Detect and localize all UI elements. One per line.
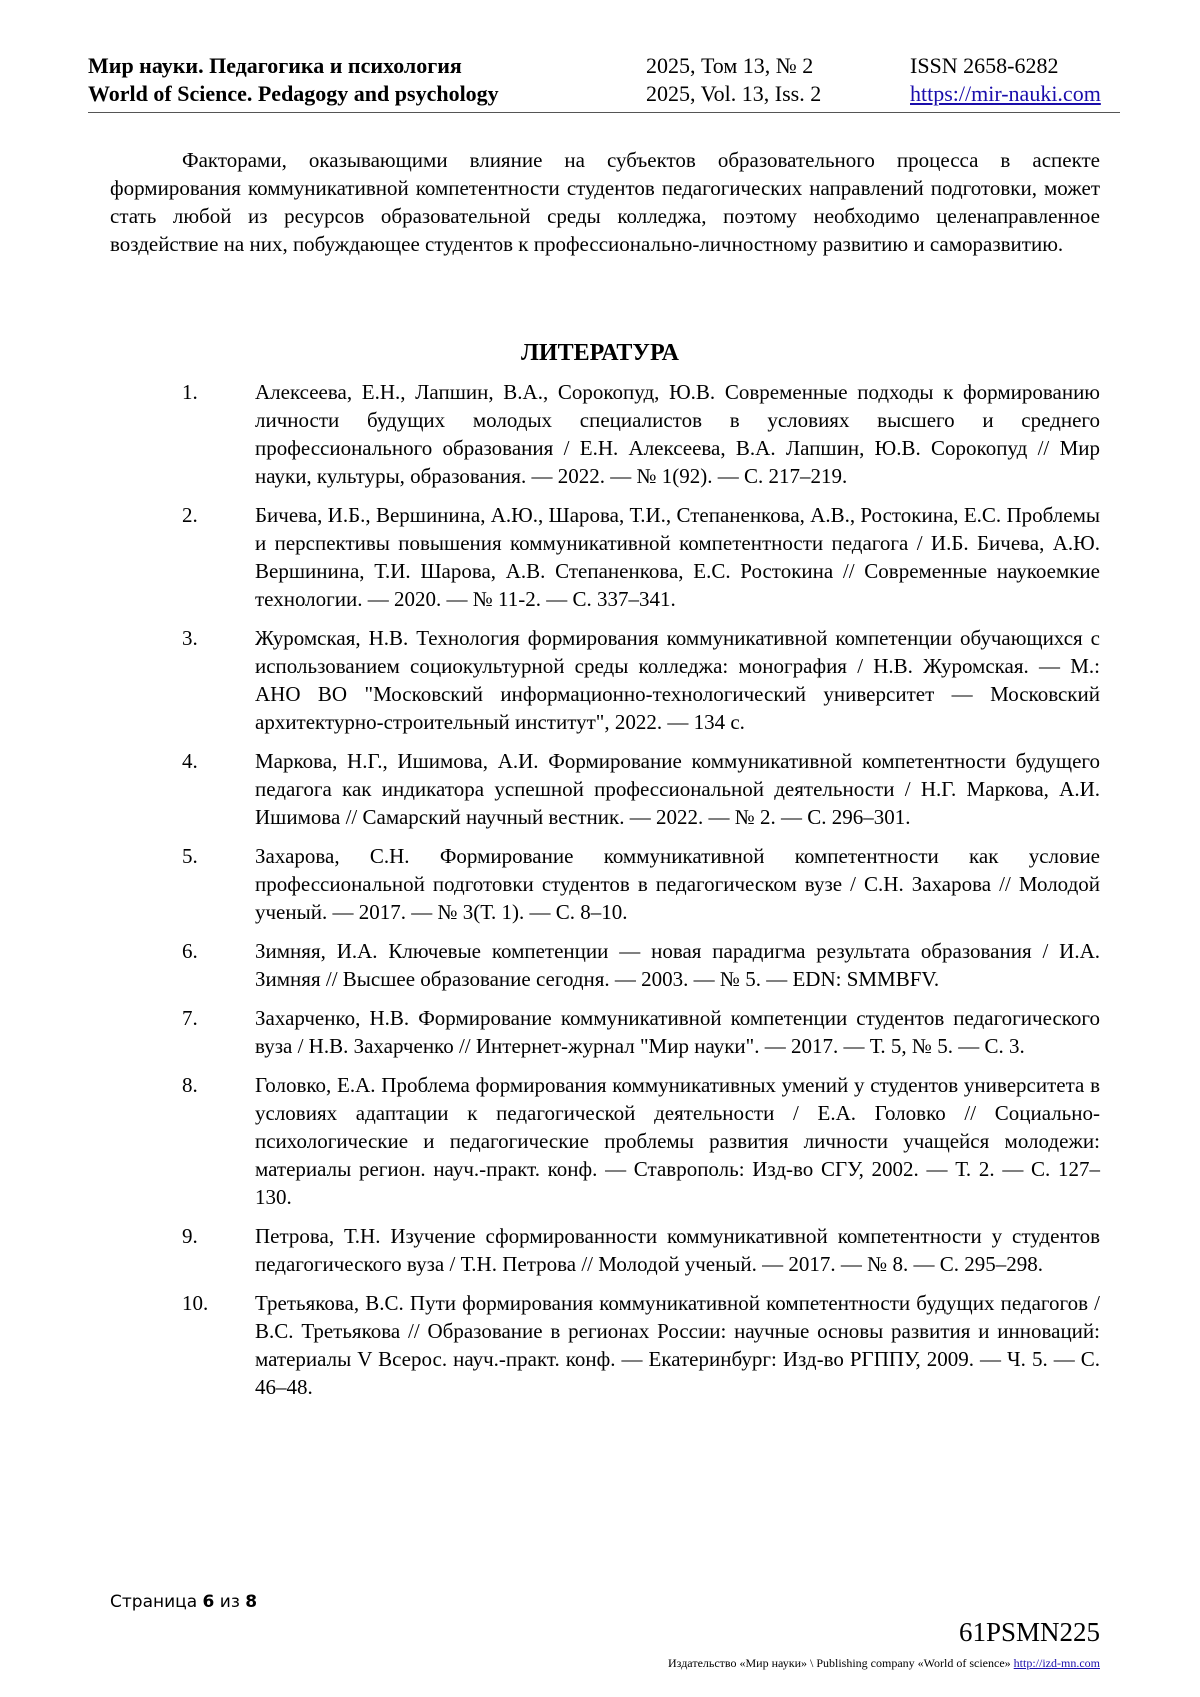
reference-number: 2.: [182, 503, 198, 527]
reference-number: 3.: [182, 626, 198, 650]
reference-number: 1.: [182, 380, 198, 404]
reference-item: [110, 937, 1100, 993]
reference-item: [110, 1071, 1100, 1211]
reference-number: 8.: [182, 1073, 198, 1097]
header-issn: [910, 52, 1101, 108]
reference-number: 5.: [182, 844, 198, 868]
journal-title-ru: Мир науки. Педагогика и психология: [88, 53, 462, 78]
issue-ru: 2025, Том 13, № 2: [646, 53, 814, 78]
journal-title-en: World of Science. Pedagogy and psychology: [88, 81, 499, 106]
reference-item: [110, 624, 1100, 736]
page-header: [88, 52, 1120, 113]
reference-item: [110, 501, 1100, 613]
reference-number: 10.: [182, 1291, 209, 1315]
reference-item: [110, 1222, 1100, 1278]
reference-number: 4.: [182, 749, 198, 773]
issue-en: 2025, Vol. 13, Iss. 2: [646, 81, 822, 106]
reference-text: Маркова, Н.Г., Ишимова, А.И. Формирование коммуникативной компетентности будущего педагога как индикатора успешной профессиональной деятельности / Н.Г. Маркова, А.И. Ишимова // Самарский научный вестник. — 2022. — № 2. — С. 296–301.: [255, 749, 1100, 829]
reference-item: [110, 378, 1100, 490]
literature-heading: ЛИТЕРАТУРА: [521, 340, 679, 366]
reference-number: 9.: [182, 1224, 198, 1248]
page-total: 8: [245, 1592, 258, 1612]
reference-item: [110, 842, 1100, 926]
reference-number: 6.: [182, 939, 198, 963]
publisher-line: [668, 1655, 1100, 1671]
reference-number: 7.: [182, 1006, 198, 1030]
page-of: из: [219, 1592, 240, 1612]
header-journal-title: [88, 52, 499, 108]
reference-text: Захарченко, Н.В. Формирование коммуникативной компетенции студентов педагогического вуза / Н.В. Захарченко // Интернет-журнал "Мир науки". — 2017. — Т. 5, № 5. — С. 3.: [255, 1006, 1100, 1058]
reference-item: [110, 747, 1100, 831]
publisher-name: Издательство «Мир науки» \ Publishing company «World of science»: [668, 1656, 1011, 1670]
journal-site-link[interactable]: https://mir-nauki.com: [910, 81, 1101, 106]
issn: ISSN 2658-6282: [910, 53, 1059, 78]
article-code: 61PSMN225: [958, 1617, 1100, 1647]
page-number: [110, 1592, 257, 1612]
page-current: 6: [202, 1592, 215, 1612]
reference-text: Зимняя, И.А. Ключевые компетенции — новая парадигма результата образования / И.А. Зимняя // Высшее образование сегодня. — 2003. — № 5. — EDN: SMMBFV.: [255, 939, 1100, 991]
reference-item: [110, 1289, 1100, 1401]
reference-list: [110, 378, 1100, 1412]
reference-text: Головко, Е.А. Проблема формирования коммуникативных умений у студентов университета в условиях адаптации к педагогической деятельности / Е.А. Головко // Социально-психологические и педагогические проблемы развития личности учащейся молодежи: материалы регион. науч.-практ. конф. — Ставрополь: Изд-во СГУ, 2002. — Т. 2. — С. 127–130.: [255, 1073, 1100, 1209]
reference-text: Третьякова, В.С. Пути формирования коммуникативной компетентности будущих педагогов / В.С. Третьякова // Образование в регионах России: научные основы развития и инноваций: материалы V Всерос. науч.-практ. конф. — Екатеринбург: Изд-во РГППУ, 2009. — Ч. 5. — С. 46–48.: [255, 1291, 1100, 1399]
publisher-site-link[interactable]: http://izd-mn.com: [1013, 1656, 1100, 1670]
reference-text: Журомская, Н.В. Технология формирования коммуникативной компетенции обучающихся с использованием социокультурной среды колледжа: монография / Н.В. Журомская. — М.: АНО ВО "Московский информационно-технологический университет — Московский архитектурно-строительный институт", 2022. — 134 с.: [255, 626, 1100, 734]
reference-item: [110, 1004, 1100, 1060]
reference-text: Петрова, Т.Н. Изучение сформированности коммуникативной компетентности у студентов педагогического вуза / Т.Н. Петрова // Молодой ученый. — 2017. — № 8. — С. 295–298.: [255, 1224, 1100, 1276]
reference-text: Захарова, С.Н. Формирование коммуникативной компетентности как условие профессиональной подготовки студентов в педагогическом вузе / С.Н. Захарова // Молодой ученый. — 2017. — № 3(Т. 1). — С. 8–10.: [255, 844, 1100, 924]
header-issue: [646, 52, 821, 108]
body-paragraph: Факторами, оказывающими влияние на субъектов образовательного процесса в аспекте формирования коммуникативной компетентности студентов педагогических направлений подготовки, может стать любой из ресурсов образовательной среды колледжа, поэтому необходимо целенаправленное воздействие на них, побуждающее студентов к профессионально-личностному развитию и саморазвитию.: [110, 148, 1100, 256]
reference-text: Алексеева, Е.Н., Лапшин, В.А., Сорокопуд, Ю.В. Современные подходы к формированию личности будущих молодых специалистов в условиях высшего и среднего профессионального образования / Е.Н. Алексеева, В.А. Лапшин, Ю.В. Сорокопуд // Мир науки, культуры, образования. — 2022. — № 1(92). — С. 217–219.: [255, 380, 1100, 488]
page-label: Страница: [110, 1592, 198, 1612]
reference-text: Бичева, И.Б., Вершинина, А.Ю., Шарова, Т.И., Степаненкова, А.В., Ростокина, Е.С. Проблемы и перспективы повышения коммуникативной компетентности педагога / И.Б. Бичева, А.Ю. Вершинина, Т.И. Шарова, А.В. Степаненкова, Е.С. Ростокина // Современные наукоемкие технологии. — 2020. — № 11-2. — С. 337–341.: [255, 503, 1100, 611]
